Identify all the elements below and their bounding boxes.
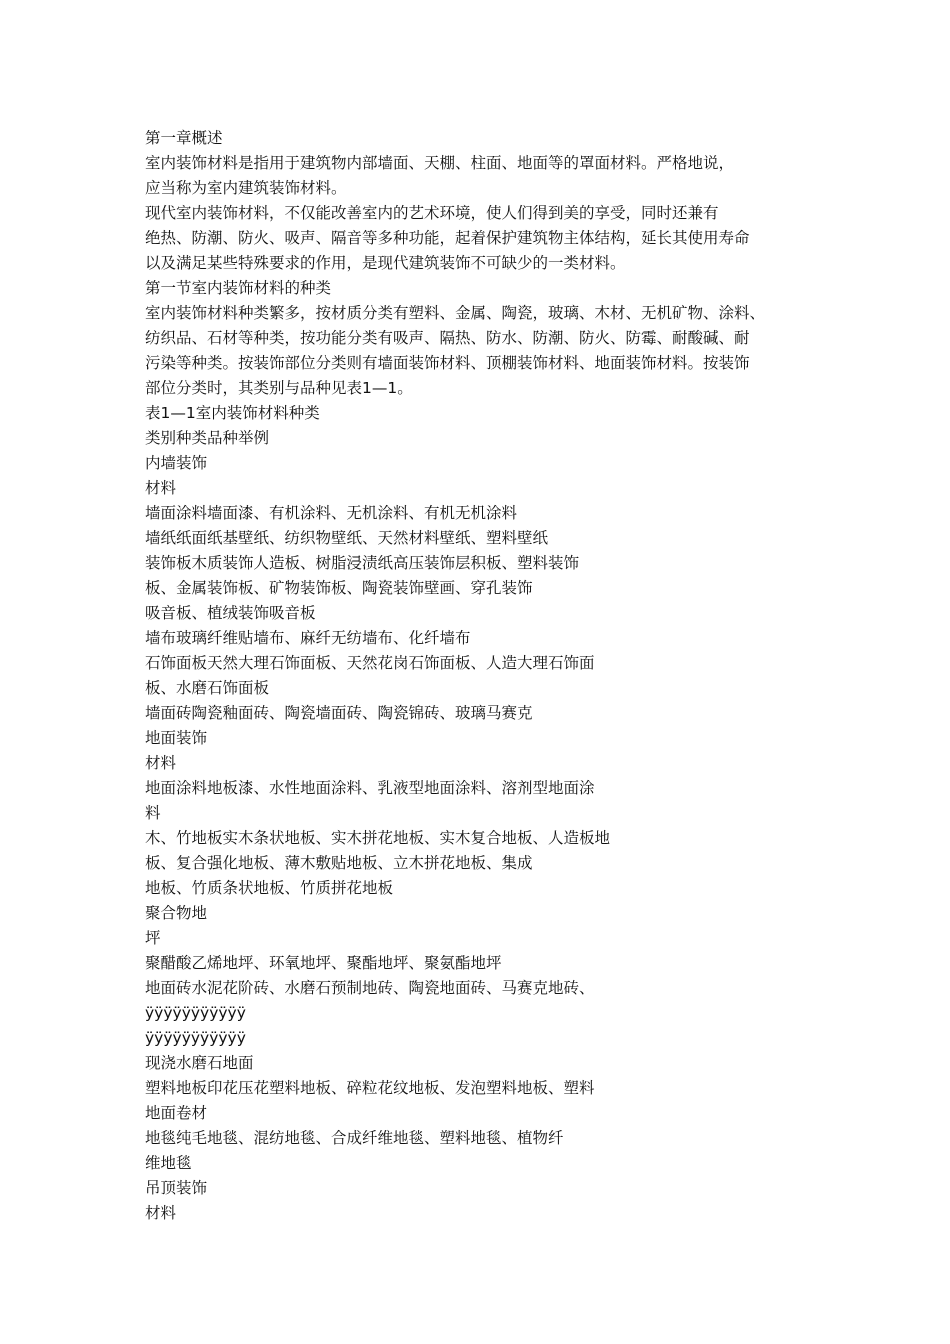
table-line: 板、金属装饰板、矿物装饰板、陶瓷装饰壁画、穿孔装饰 xyxy=(145,579,533,597)
table-line: 吊顶装饰 xyxy=(145,1179,208,1197)
paragraph-line: 室内装饰材料是指用于建筑物内部墙面、天棚、柱面、地面等的罩面材料。严格地说， xyxy=(145,154,735,172)
table-line: 内墙装饰 xyxy=(145,454,208,472)
table-line: 装饰板木质装饰人造板、树脂浸渍纸高压装饰层积板、塑料装饰 xyxy=(145,554,580,572)
table-line: 地面涂料地板漆、水性地面涂料、乳液型地面涂料、溶剂型地面涂 xyxy=(145,779,595,797)
chapter-title: 第一章概述 xyxy=(145,129,223,147)
table-line: 塑料地板印花压花塑料地板、碎粒花纹地板、发泡塑料地板、塑料 xyxy=(145,1079,595,1097)
table-line: 墙面涂料墙面漆、有机涂料、无机涂料、有机无机涂料 xyxy=(145,504,518,522)
table-line: 聚合物地 xyxy=(145,904,208,922)
table-line: 地板、竹质条状地板、竹质拼花地板 xyxy=(145,879,394,897)
paragraph-line: 部位分类时，其类别与品种见表1—1。 xyxy=(145,379,413,397)
table-line: 墙布玻璃纤维贴墙布、麻纤无纺墙布、化纤墙布 xyxy=(145,629,471,647)
table-line: 聚醋酸乙烯地坪、环氧地坪、聚酯地坪、聚氨酯地坪 xyxy=(145,954,502,972)
table-line: 板、水磨石饰面板 xyxy=(145,679,270,697)
paragraph-line: 现代室内装饰材料，不仅能改善室内的艺术环境，使人们得到美的享受，同时还兼有 xyxy=(145,204,719,222)
document-body xyxy=(145,126,805,1226)
table-line: 石饰面板天然大理石饰面板、天然花岗石饰面板、人造大理石饰面 xyxy=(145,654,595,672)
table-line: 墙纸纸面纸基壁纸、纺织物壁纸、天然材料壁纸、塑料壁纸 xyxy=(145,529,549,547)
paragraph-line: 应当称为室内建筑装饰材料。 xyxy=(145,179,347,197)
table-line: ÿÿÿÿÿÿÿÿÿÿÿ xyxy=(145,1029,246,1047)
table-line: 地面装饰 xyxy=(145,729,208,747)
paragraph-line: 污染等种类。按装饰部位分类则有墙面装饰材料、顶棚装饰材料、地面装饰材料。按装饰 xyxy=(145,354,750,372)
table-line: 现浇水磨石地面 xyxy=(145,1054,254,1072)
table-line: 木、竹地板实木条状地板、实木拼花地板、实木复合地板、人造板地 xyxy=(145,829,611,847)
table-line: 料 xyxy=(145,804,161,822)
table-line: ÿÿÿÿÿÿÿÿÿÿÿ xyxy=(145,1004,246,1022)
table-line: 地面卷材 xyxy=(145,1104,208,1122)
table-line: 材料 xyxy=(145,1204,177,1222)
table-line: 地面砖水泥花阶砖、水磨石预制地砖、陶瓷地面砖、马赛克地砖、 xyxy=(145,979,595,997)
table-line: 吸音板、植绒装饰吸音板 xyxy=(145,604,316,622)
table-caption: 表1—1室内装饰材料种类 xyxy=(145,404,320,422)
table-line: 维地毯 xyxy=(145,1154,192,1172)
table-header: 类别种类品种举例 xyxy=(145,429,270,447)
table-line: 材料 xyxy=(145,479,177,497)
section-title: 第一节室内装饰材料的种类 xyxy=(145,279,332,297)
paragraph-line: 绝热、防潮、防火、吸声、隔音等多种功能，起着保护建筑物主体结构，延长其使用寿命 xyxy=(145,229,750,247)
table-line: 地毯纯毛地毯、混纺地毯、合成纤维地毯、塑料地毯、植物纤 xyxy=(145,1129,564,1147)
table-line: 板、复合强化地板、薄木敷贴地板、立木拼花地板、集成 xyxy=(145,854,533,872)
table-line: 材料 xyxy=(145,754,177,772)
table-line: 坪 xyxy=(145,929,161,947)
paragraph-line: 纺织品、石材等种类，按功能分类有吸声、隔热、防水、防潮、防火、防霉、耐酸碱、耐 xyxy=(145,329,750,347)
table-line: 墙面砖陶瓷釉面砖、陶瓷墙面砖、陶瓷锦砖、玻璃马赛克 xyxy=(145,704,533,722)
paragraph-line: 以及满足某些特殊要求的作用，是现代建筑装饰不可缺少的一类材料。 xyxy=(145,254,626,272)
paragraph-line: 室内装饰材料种类繁多，按材质分类有塑料、金属、陶瓷，玻璃、木材、无机矿物、涂料、 xyxy=(145,304,766,322)
